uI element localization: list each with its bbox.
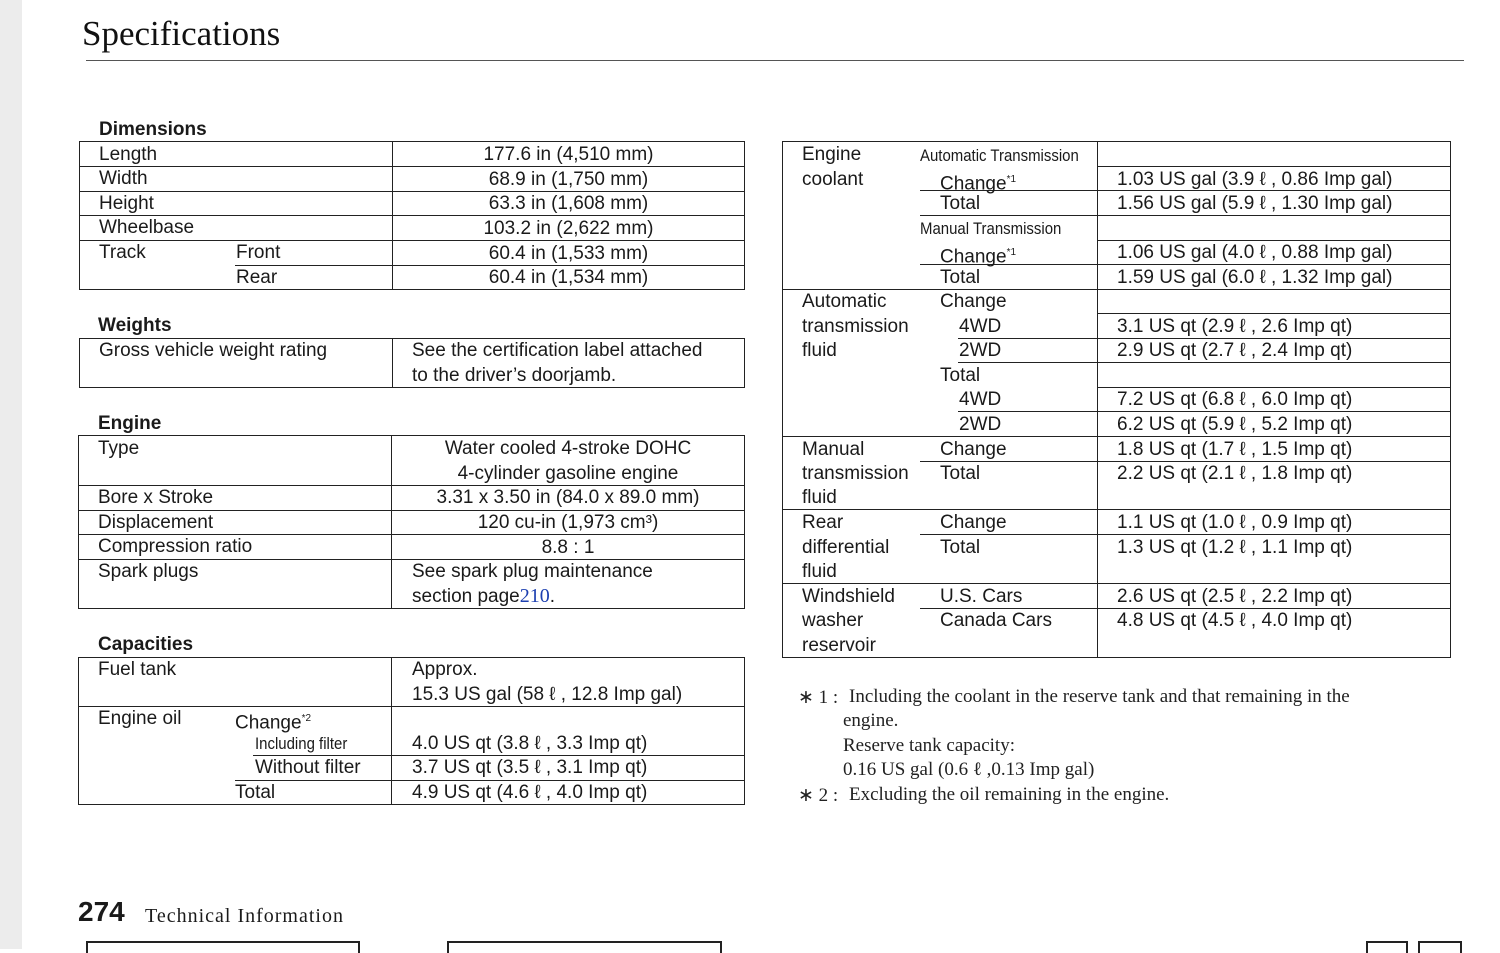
change-note: *1 xyxy=(1006,174,1017,185)
rdf-label-line3: fluid xyxy=(802,561,837,582)
row-divider xyxy=(958,411,1451,412)
width-value: 68.9 in (1,750 mm) xyxy=(488,169,649,190)
section-divider xyxy=(782,509,1451,510)
row-divider xyxy=(78,706,745,707)
change-text: Change xyxy=(940,173,1007,195)
coolant-label-line2: coolant xyxy=(802,169,864,190)
bore-stroke-value: 3.31 x 3.50 in (84.0 x 89.0 mm) xyxy=(436,487,700,508)
rdf-change-label: Change xyxy=(940,512,1007,533)
row-divider xyxy=(1097,387,1451,388)
note1-line3: Reserve tank capacity: xyxy=(843,735,1015,756)
fuel-tank-value-line2: 15.3 US gal (58 ℓ , 12.8 Imp gal) xyxy=(412,684,683,705)
weights-heading: Weights xyxy=(98,315,172,336)
atf-change-label: Change xyxy=(940,291,1007,312)
bottom-tab xyxy=(86,941,360,953)
height-label: Height xyxy=(99,193,154,214)
coolant-mt-total-value: 1.59 US gal (6.0 ℓ , 1.32 Imp gal) xyxy=(1117,267,1393,288)
left-margin-strip xyxy=(0,0,22,949)
row-divider xyxy=(235,265,745,266)
coolant-at-change-label xyxy=(940,169,1016,195)
spark-plugs-suffix: . xyxy=(549,586,556,607)
gvwr-value-line2: to the driver’s doorjamb. xyxy=(412,365,617,386)
coolant-at-change-value: 1.03 US gal (3.9 ℓ , 0.86 Imp gal) xyxy=(1117,169,1393,190)
auto-trans-header: Automatic Transmission xyxy=(920,146,1079,165)
gvwr-label: Gross vehicle weight rating xyxy=(99,340,328,361)
atf-total-4wd-label: 4WD xyxy=(959,389,1002,410)
row-divider xyxy=(958,338,1451,339)
displacement-label: Displacement xyxy=(98,512,214,533)
page-number: 274 xyxy=(78,896,125,927)
row-divider xyxy=(1097,166,1451,167)
capacities-col-divider xyxy=(391,657,392,805)
oil-change-note: *2 xyxy=(301,713,312,724)
row-divider xyxy=(1097,313,1451,314)
coolant-at-total-value: 1.56 US gal (5.9 ℓ , 1.30 Imp gal) xyxy=(1117,193,1393,214)
without-filter-value: 3.7 US qt (3.5 ℓ , 3.1 Imp qt) xyxy=(412,757,648,778)
atf-label-line3: fluid xyxy=(802,340,837,361)
washer-canada-value: 4.8 US qt (4.5 ℓ , 4.0 Imp qt) xyxy=(1117,610,1353,631)
washer-label-line1: Windshield xyxy=(802,586,895,607)
row-divider xyxy=(235,780,745,781)
bottom-tab xyxy=(1418,941,1462,953)
bottom-tab xyxy=(1366,941,1408,953)
displacement-value: 120 cu-in (1,973 cm³) xyxy=(477,512,659,533)
row-divider xyxy=(79,240,745,241)
track-label: Track xyxy=(99,242,146,263)
washer-label-line3: reservoir xyxy=(802,635,876,656)
manual-trans-header: Manual Transmission xyxy=(920,219,1062,238)
length-value: 177.6 in (4,510 mm) xyxy=(483,144,654,165)
rdf-total-label: Total xyxy=(940,537,981,558)
note1-marker: ∗ 1 : xyxy=(798,687,839,708)
rdf-label-line2: differential xyxy=(802,537,890,558)
spark-plugs-label: Spark plugs xyxy=(98,561,199,582)
length-label: Length xyxy=(99,144,158,165)
oil-change-label xyxy=(235,708,311,734)
section-divider xyxy=(782,583,1451,584)
atf-total-2wd-value: 6.2 US qt (5.9 ℓ , 5.2 Imp qt) xyxy=(1117,414,1353,435)
note1-line4: 0.16 US gal (0.6 ℓ ,0.13 Imp gal) xyxy=(843,759,1095,780)
engine-type-value-line1: Water cooled 4-stroke DOHC xyxy=(444,438,692,459)
spark-plugs-value-line1: See spark plug maintenance xyxy=(412,561,653,582)
atf-change-2wd-value: 2.9 US qt (2.7 ℓ , 2.4 Imp qt) xyxy=(1117,340,1353,361)
atf-label-line1: Automatic xyxy=(802,291,887,312)
engine-heading: Engine xyxy=(98,413,162,434)
section-divider xyxy=(782,436,1451,437)
including-filter-label: Including filter xyxy=(255,734,348,753)
atf-change-2wd-label: 2WD xyxy=(959,340,1002,361)
row-divider xyxy=(78,485,745,486)
rear-label: Rear xyxy=(236,267,278,288)
washer-label-line2: washer xyxy=(802,610,864,631)
engine-type-value-line2: 4-cylinder gasoline engine xyxy=(457,463,679,484)
without-filter-label: Without filter xyxy=(255,757,361,778)
mtf-label-line2: transmission xyxy=(802,463,909,484)
front-track-value: 60.4 in (1,533 mm) xyxy=(488,243,649,264)
spark-plugs-page-prefix: section page xyxy=(412,586,520,607)
row-divider xyxy=(79,191,745,192)
coolant-label-line1: Engine xyxy=(802,144,862,165)
title-rule xyxy=(86,60,1464,61)
bottom-tab xyxy=(447,941,722,953)
row-divider xyxy=(78,534,745,535)
row-divider xyxy=(920,215,1451,216)
atf-total-label: Total xyxy=(940,365,981,386)
coolant-mt-change-label xyxy=(940,242,1016,268)
atf-total-4wd-value: 7.2 US qt (6.8 ℓ , 6.0 Imp qt) xyxy=(1117,389,1353,410)
gvwr-value-line1: See the certification label attached xyxy=(412,340,703,361)
bore-stroke-label: Bore x Stroke xyxy=(98,487,214,508)
washer-us-value: 2.6 US qt (2.5 ℓ , 2.2 Imp qt) xyxy=(1117,586,1353,607)
mtf-change-label: Change xyxy=(940,439,1007,460)
width-label: Width xyxy=(99,168,148,189)
coolant-mt-total-label: Total xyxy=(940,267,981,288)
coolant-at-total-label: Total xyxy=(940,193,981,214)
front-label: Front xyxy=(236,242,281,263)
including-filter-value: 4.0 US qt (3.8 ℓ , 3.3 Imp qt) xyxy=(412,733,648,754)
fuel-tank-label: Fuel tank xyxy=(98,659,177,680)
atf-change-4wd-label: 4WD xyxy=(959,316,1002,337)
section-divider xyxy=(782,289,1451,290)
height-value: 63.3 in (1,608 mm) xyxy=(488,193,649,214)
page-title: Specifications xyxy=(82,14,281,53)
compression-label: Compression ratio xyxy=(98,536,253,557)
rdf-change-value: 1.1 US qt (1.0 ℓ , 0.9 Imp qt) xyxy=(1117,512,1353,533)
row-divider xyxy=(79,166,745,167)
us-cars-label: U.S. Cars xyxy=(940,586,1023,607)
atf-change-4wd-value: 3.1 US qt (2.9 ℓ , 2.6 Imp qt) xyxy=(1117,316,1353,337)
engine-type-label: Type xyxy=(98,438,140,459)
mtf-label-line1: Manual xyxy=(802,439,865,460)
dimensions-heading: Dimensions xyxy=(99,119,207,140)
wheelbase-label: Wheelbase xyxy=(99,217,195,238)
wheelbase-value: 103.2 in (2,622 mm) xyxy=(483,218,654,239)
row-divider xyxy=(920,534,1451,535)
oil-change-text: Change xyxy=(235,712,302,734)
change-note: *1 xyxy=(1006,247,1017,258)
compression-value: 8.8 : 1 xyxy=(541,537,595,558)
rdf-total-value: 1.3 US qt (1.2 ℓ , 1.1 Imp qt) xyxy=(1117,537,1353,558)
oil-total-label: Total xyxy=(235,782,276,803)
row-divider xyxy=(920,608,1451,609)
weights-col-divider xyxy=(392,338,393,388)
fuel-tank-value-line1: Approx. xyxy=(412,659,478,680)
mtf-label-line3: fluid xyxy=(802,487,837,508)
spark-plugs-value-line2 xyxy=(412,585,555,608)
page-210-link[interactable]: 210 xyxy=(519,585,550,607)
engine-oil-label: Engine oil xyxy=(98,708,182,729)
row-divider xyxy=(1097,240,1451,241)
row-divider xyxy=(920,461,1451,462)
oil-total-value: 4.9 US qt (4.6 ℓ , 4.0 Imp qt) xyxy=(412,782,648,803)
row-divider xyxy=(79,215,745,216)
note1-line1: Including the coolant in the reserve tank and that remaining in the xyxy=(849,686,1350,707)
atf-total-2wd-label: 2WD xyxy=(959,414,1002,435)
note2-marker: ∗ 2 : xyxy=(798,785,839,806)
change-text: Change xyxy=(940,246,1007,268)
row-divider xyxy=(958,362,1451,363)
note2-line1: Excluding the oil remaining in the engine. xyxy=(849,784,1170,805)
mtf-change-value: 1.8 US qt (1.7 ℓ , 1.5 Imp qt) xyxy=(1117,439,1353,460)
row-divider xyxy=(78,559,745,560)
mtf-total-label: Total xyxy=(940,463,981,484)
coolant-mt-change-value: 1.06 US gal (4.0 ℓ , 0.88 Imp gal) xyxy=(1117,242,1393,263)
row-divider xyxy=(78,510,745,511)
rdf-label-line1: Rear xyxy=(802,512,844,533)
fluids-col-divider xyxy=(1097,141,1098,658)
rear-track-value: 60.4 in (1,534 mm) xyxy=(488,267,649,288)
row-divider xyxy=(253,755,745,756)
note1-line2: engine. xyxy=(843,710,899,731)
footer-section-title: Technical Information xyxy=(145,905,344,927)
capacities-heading: Capacities xyxy=(98,634,194,655)
atf-label-line2: transmission xyxy=(802,316,909,337)
canada-cars-label: Canada Cars xyxy=(940,610,1052,631)
mtf-total-value: 2.2 US qt (2.1 ℓ , 1.8 Imp qt) xyxy=(1117,463,1353,484)
